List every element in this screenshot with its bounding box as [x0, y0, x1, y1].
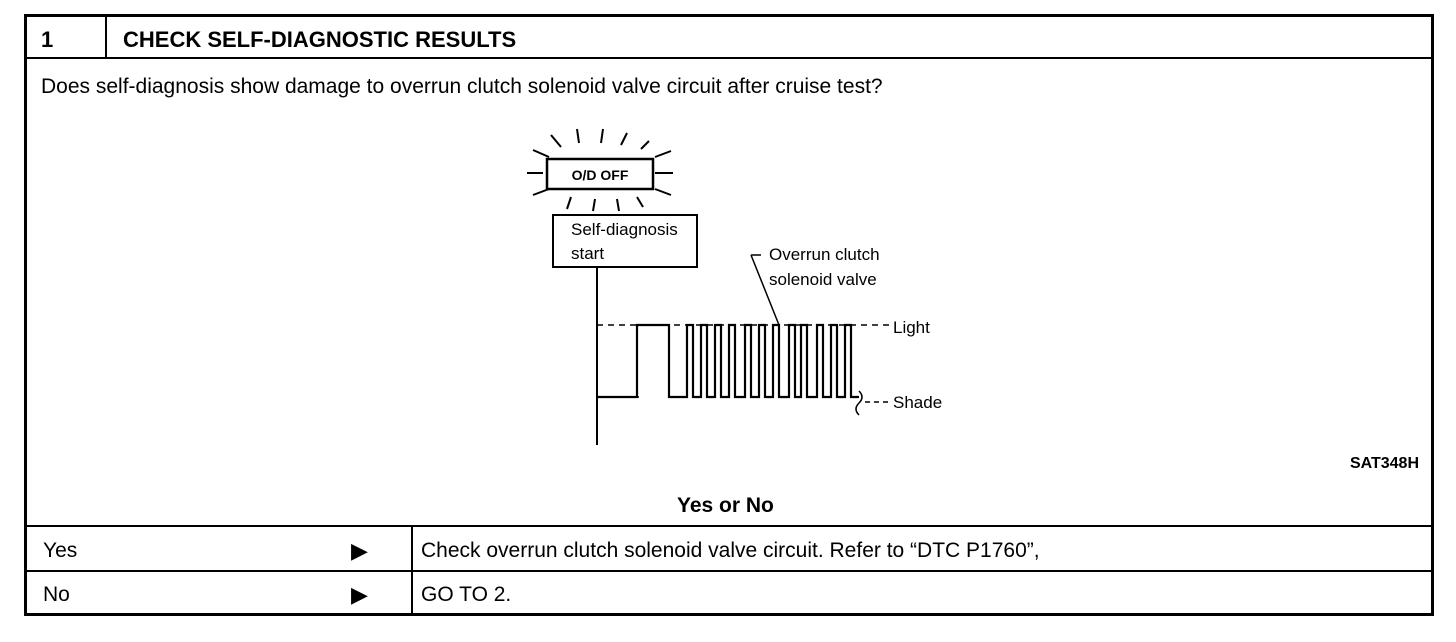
callout-leader	[751, 255, 779, 325]
solenoid-valve-waveform	[597, 325, 859, 397]
arrow-right-icon: ▶	[351, 582, 368, 607]
self-diagnosis-waveform-figure	[503, 115, 983, 445]
arrow-right-icon: ▶	[351, 538, 368, 563]
figure-code: SAT348H	[1349, 455, 1419, 472]
diagnostic-step-table	[24, 14, 1434, 616]
callout-label-line2: solenoid valve	[769, 270, 877, 289]
od-off-lamp-label: O/D OFF	[571, 167, 629, 183]
answer-label: Yes	[43, 539, 78, 562]
answer-action: Check overrun clutch solenoid valve circuit. Refer to “DTC P1760”,	[421, 539, 1040, 562]
start-label-line1: Self-diagnosis	[571, 220, 678, 239]
light-level-label: Light	[893, 318, 930, 337]
waveform-break-mark	[856, 391, 862, 415]
start-label-line2: start	[571, 244, 605, 263]
answers-column-divider	[411, 525, 413, 616]
header-column-divider	[105, 17, 107, 57]
answers-row-divider	[27, 570, 1431, 572]
diagnostic-question: Does self-diagnosis show damage to overrun clutch solenoid valve circuit after cruise test?	[41, 75, 883, 98]
callout-label-line1: Overrun clutch	[769, 245, 880, 264]
result-heading: Yes or No	[677, 494, 774, 517]
header-divider	[27, 57, 1431, 59]
step-number: 1	[41, 27, 54, 52]
answer-label: No	[43, 583, 70, 606]
step-title: CHECK SELF-DIAGNOSTIC RESULTS	[123, 27, 517, 52]
answers-top-divider	[27, 525, 1431, 527]
answer-action: GO TO 2.	[421, 583, 512, 606]
shade-level-label: Shade	[893, 393, 943, 412]
